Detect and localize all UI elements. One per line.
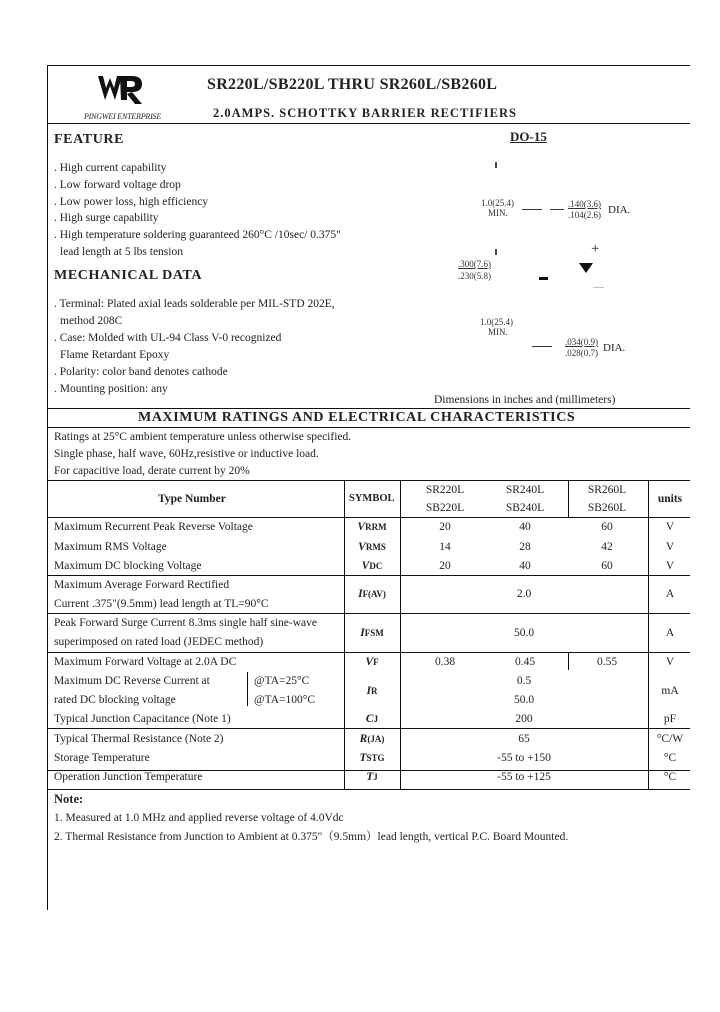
row-label-rja: Typical Thermal Resistance (Note 2) [54,733,224,745]
row-label-ifav: Maximum Average Forward Rectified [54,579,230,591]
ratings-heading: MAXIMUM RATINGS AND ELECTRICAL CHARACTERISTICS [138,410,576,425]
row-symbol-vrrm: VRRM [357,521,387,533]
value-cell: 20 [439,560,451,572]
value-cell: 40 [519,521,531,533]
mechanical-item: . Case: Molded with UL-94 Class V-0 recognized [54,332,282,344]
value-cell: 2.0 [516,588,532,600]
dim-lead-top-min: MIN. [488,208,508,218]
row-symbol-ifav: IF(AV) [358,588,386,600]
col-header-part1b: SB220L [425,502,465,514]
company-logo-icon [96,72,148,108]
row-symbol-vf: VF [365,656,379,668]
unit-cell: pF [663,713,677,725]
unit-cell: A [665,588,675,600]
mechanical-heading: MECHANICAL DATA [54,268,203,283]
company-name: PINGWEI ENTERPRISE [84,112,162,121]
col-header-part2a: SR240L [505,484,545,496]
mechanical-item: . Terminal: Plated axial leads solderable per MIL-STD 202E, [54,298,335,310]
row-label-vrrm: Maximum Recurrent Peak Reverse Voltage [54,521,253,533]
feature-item: . Low forward voltage drop [54,179,181,191]
page-title: SR220L/SB220L THRU SR260L/SB260L [207,76,498,93]
col-header-part1a: SR220L [425,484,465,496]
col-header-part2b: SB240L [505,502,545,514]
col-header-part3a: SR260L [587,484,627,496]
value-cell: 200 [515,713,533,725]
mechanical-item: . Polarity: color band denotes cathode [54,366,228,378]
top-border [47,65,690,66]
unit-cell: V [665,656,675,668]
mechanical-item: . Mounting position: any [54,383,168,395]
feature-item: . Low power loss, high efficiency [54,196,209,208]
col-header-part3b: SB260L [587,502,627,514]
dim-arrow-icon [532,346,552,347]
dim-body-len-min: .230(5.8) [458,271,491,281]
dim-body-len-max: .300(7.6) [458,259,491,269]
row-label-tj: Operation Junction Temperature [54,771,203,783]
value-cell: 0.45 [514,656,536,668]
condition-ta100: @TA=100°C [254,694,316,706]
unit-cell: °C [663,752,677,764]
table-row-line [47,728,690,729]
note-item: 2. Thermal Resistance from Junction to Ambient at 0.375"（9.5mm）lead length, vertical P.C. Board Mounted. [54,831,569,843]
row-label-vdc: Maximum DC blocking Voltage [54,560,202,572]
row-label-ifsm: Peak Forward Surge Current 8.3ms single half sine-wave [54,617,317,629]
table-bottom-border [47,789,690,790]
row-label-vf: Maximum Forward Voltage at 2.0A DC [54,656,237,668]
lead-tick-icon [495,249,497,255]
table-col-divider [568,480,569,517]
cathode-band-icon [539,277,548,280]
unit-cell: V [665,521,675,533]
dim-body-dia-max: .140(3.6) [568,199,601,209]
condition-text: Ratings at 25°C ambient temperature unless otherwise specified. [54,431,352,443]
value-cell: 50.0 [513,627,535,639]
value-cell: 50.0 [513,694,535,706]
row-label-ifsm-2: superimposed on rated load (JEDEC method) [54,636,264,648]
unit-cell: mA [661,685,679,697]
row-symbol-cj: CJ [365,713,379,725]
value-cell: 0.55 [596,656,618,668]
feature-item: . High temperature soldering guaranteed 260°C /10sec/ 0.375" [54,229,341,241]
value-cell: -55 to +150 [497,752,551,764]
table-top-border [47,480,690,481]
row-label-cj: Typical Junction Capacitance (Note 1) [54,713,231,725]
table-col-divider [568,652,569,670]
row-label-ir: Maximum DC Reverse Current at [54,675,210,687]
row-symbol-tstg: TSTG [359,752,385,764]
condition-text: For capacitive load, derate current by 20% [54,465,250,477]
value-cell: 60 [601,521,613,533]
dim-lead-dia-max: .034(0.9) [565,337,598,347]
unit-cell: A [665,627,675,639]
mechanical-item: Flame Retardant Epoxy [60,349,170,361]
table-row-line [47,652,690,653]
value-cell: -55 to +125 [497,771,551,783]
dim-arrow-icon [522,209,542,210]
value-cell: 40 [519,560,531,572]
note-item: 1. Measured at 1.0 MHz and applied reverse voltage of 4.0Vdc [54,812,344,824]
row-label-tstg: Storage Temperature [54,752,150,764]
dim-lead-bottom-min: MIN. [488,327,508,337]
condition-text: Single phase, half wave, 60Hz,resistive or inductive load. [54,448,319,460]
mechanical-item: method 208C [60,315,123,327]
dim-lead-dia-min: .028(0.7) [565,348,598,358]
row-label-ifav-2: Current .375"(9.5mm) lead length at TL=90°C [54,598,269,610]
row-symbol-tj: TJ [366,771,378,783]
value-cell: 65 [518,733,530,745]
dim-lead-dia-label: DIA. [603,342,626,354]
dim-body-dia-min: .104(2.6) [568,210,601,220]
dim-dia-label: DIA. [608,204,631,216]
unit-cell: V [665,560,675,572]
unit-cell: V [665,541,675,553]
value-cell: 0.38 [434,656,456,668]
page-subtitle: 2.0AMPS. SCHOTTKY BARRIER RECTIFIERS [213,106,517,120]
section-divider [47,408,690,409]
value-cell: 60 [601,560,613,572]
polarity-plus: + [591,241,600,257]
value-cell: 14 [439,541,451,553]
condition-bracket [247,672,248,706]
dim-arrow-icon [550,209,564,210]
condition-ta25: @TA=25°C [254,675,310,687]
row-symbol-vdc: VDC [361,560,383,572]
table-row-line [47,613,690,614]
table-row-line [47,517,690,518]
diode-symbol-icon [578,262,594,274]
feature-heading: FEATURE [54,132,125,147]
value-cell: 0.5 [516,675,532,687]
col-header-type: Type Number [158,493,226,505]
row-symbol-ifsm: IFSM [360,627,384,639]
value-cell: 42 [601,541,613,553]
notes-heading: Note: [54,792,84,806]
feature-item: . High surge capability [54,212,159,224]
unit-cell: °C [663,771,677,783]
value-cell: 20 [439,521,451,533]
dim-lead-top: 1.0(25.4) [481,198,514,208]
table-col-divider [648,480,649,790]
lead-tick-icon [495,162,497,168]
dimensions-note: Dimensions in inches and (millimeters) [434,394,616,406]
header-divider [47,123,690,124]
row-symbol-vrms: VRMS [358,541,386,553]
value-cell: 28 [519,541,531,553]
table-row-line [47,575,690,576]
row-symbol-ir: IR [366,685,378,697]
feature-item: . High current capability [54,162,167,174]
row-symbol-rja: R(JA) [359,733,385,745]
feature-item: lead length at 5 lbs tension [60,246,183,258]
col-header-symbol: SYMBOL [349,493,395,504]
row-label-ir-2: rated DC blocking voltage [54,694,176,706]
ratings-divider [47,427,690,428]
row-label-vrms: Maximum RMS Voltage [54,541,167,553]
polarity-minus: — [593,281,604,293]
col-header-units: units [657,493,683,505]
package-name: DO-15 [510,129,547,144]
dim-lead-bottom: 1.0(25.4) [480,317,513,327]
unit-cell: °C/W [656,733,684,745]
left-border [47,65,48,910]
